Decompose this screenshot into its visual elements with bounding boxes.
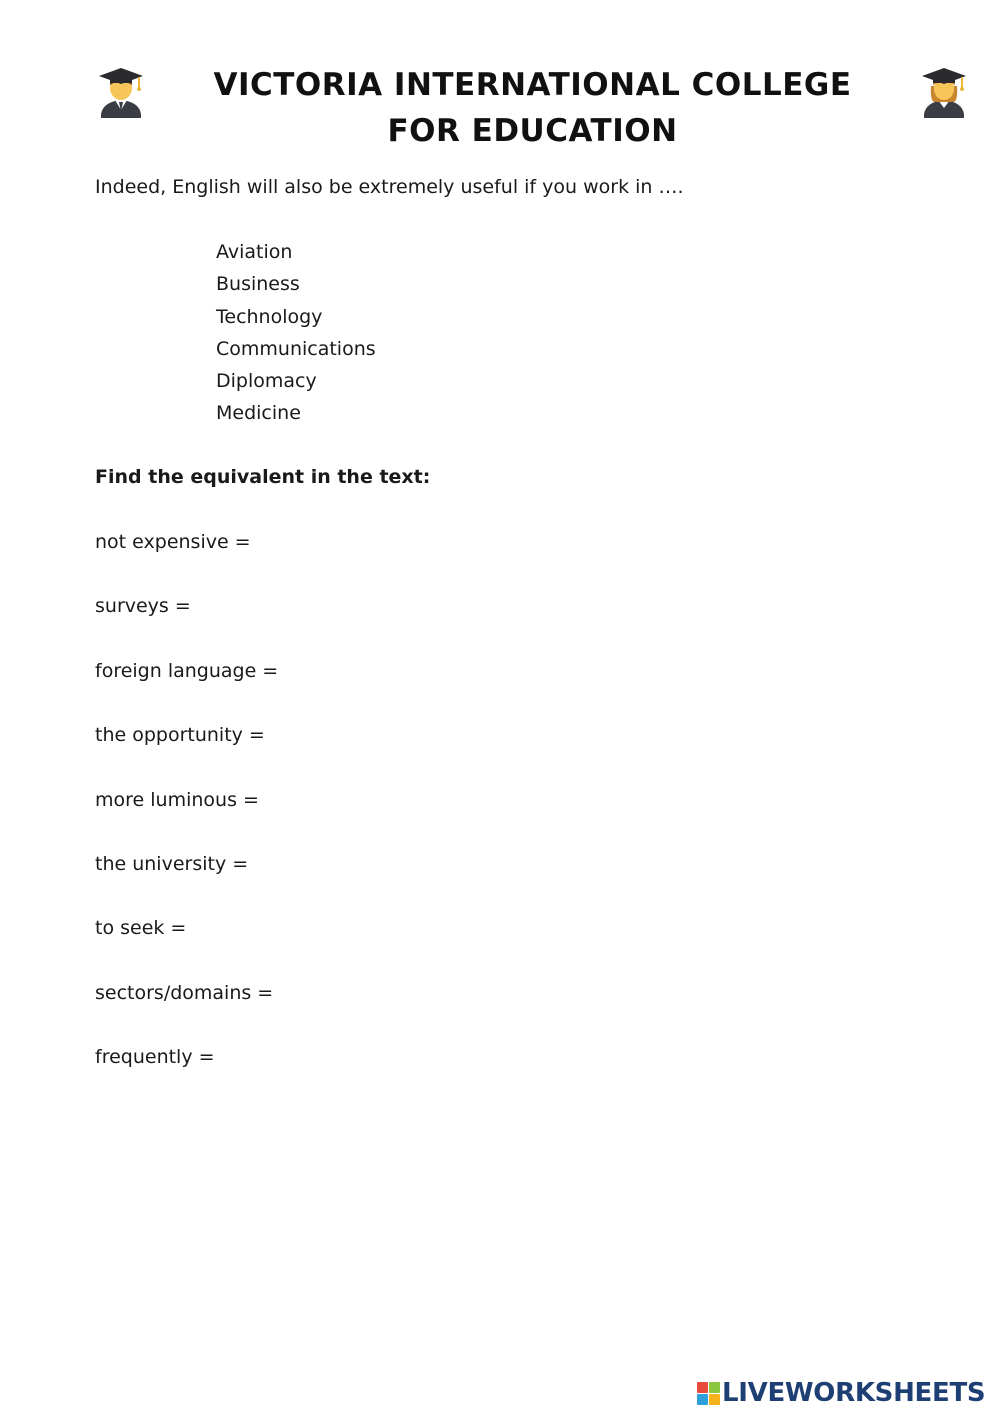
list-item: Business (216, 273, 300, 296)
exercise-item (95, 787, 278, 851)
logo-block (709, 1382, 720, 1393)
logo-blocks-icon (697, 1382, 720, 1405)
list-item: Communications (216, 337, 376, 360)
exercise-item (95, 593, 278, 657)
list-item: Medicine (216, 402, 301, 425)
exercise-item (95, 851, 278, 915)
equals-sign: = (170, 917, 187, 940)
list-item: Diplomacy (216, 370, 317, 393)
page-title (160, 62, 905, 154)
exercise-term: the opportunity (95, 724, 243, 747)
exercise-term: not expensive (95, 531, 229, 553)
exercise-term: to seek (95, 917, 165, 940)
intro-text: Indeed, English will also be extremely useful if you work in …. (95, 176, 684, 198)
exercise-term: foreign language (95, 659, 257, 682)
logo-block (697, 1394, 708, 1405)
equals-sign: = (242, 788, 259, 811)
equals-sign: = (174, 595, 191, 618)
fields-list (216, 238, 376, 432)
exercise-term: surveys (95, 595, 169, 618)
man-student-icon (97, 66, 145, 118)
equals-sign: = (257, 981, 274, 1004)
logo-text: LIVEWORKSHEETS (722, 1378, 986, 1408)
exercise-term: sectors/domains (95, 981, 252, 1004)
equals-sign: = (234, 531, 251, 553)
exercise-term: the university (95, 852, 227, 875)
liveworksheets-logo[interactable] (697, 1378, 985, 1408)
exercise-item (95, 722, 278, 786)
exercise-item (95, 529, 278, 593)
woman-student-icon (920, 66, 968, 118)
title-line-1: VICTORIA INTERNATIONAL COLLEGE (213, 67, 852, 103)
logo-block (697, 1382, 708, 1393)
equals-sign: = (232, 852, 249, 875)
equals-sign: = (248, 724, 265, 747)
logo-block (709, 1394, 720, 1405)
exercise-heading: Find the equivalent in the text: (95, 466, 431, 488)
exercise-term: more luminous (95, 788, 237, 811)
exercise-item (95, 915, 278, 979)
equals-sign: = (262, 659, 279, 682)
exercise-item (95, 1044, 278, 1108)
exercise-term: frequently (95, 1046, 193, 1069)
exercise-item (95, 658, 278, 722)
title-line-2: FOR EDUCATION (387, 113, 678, 149)
list-item: Technology (216, 305, 323, 328)
equals-sign: = (198, 1046, 215, 1069)
exercise-list (95, 529, 278, 1109)
exercise-item (95, 980, 278, 1044)
list-item: Aviation (216, 241, 293, 263)
